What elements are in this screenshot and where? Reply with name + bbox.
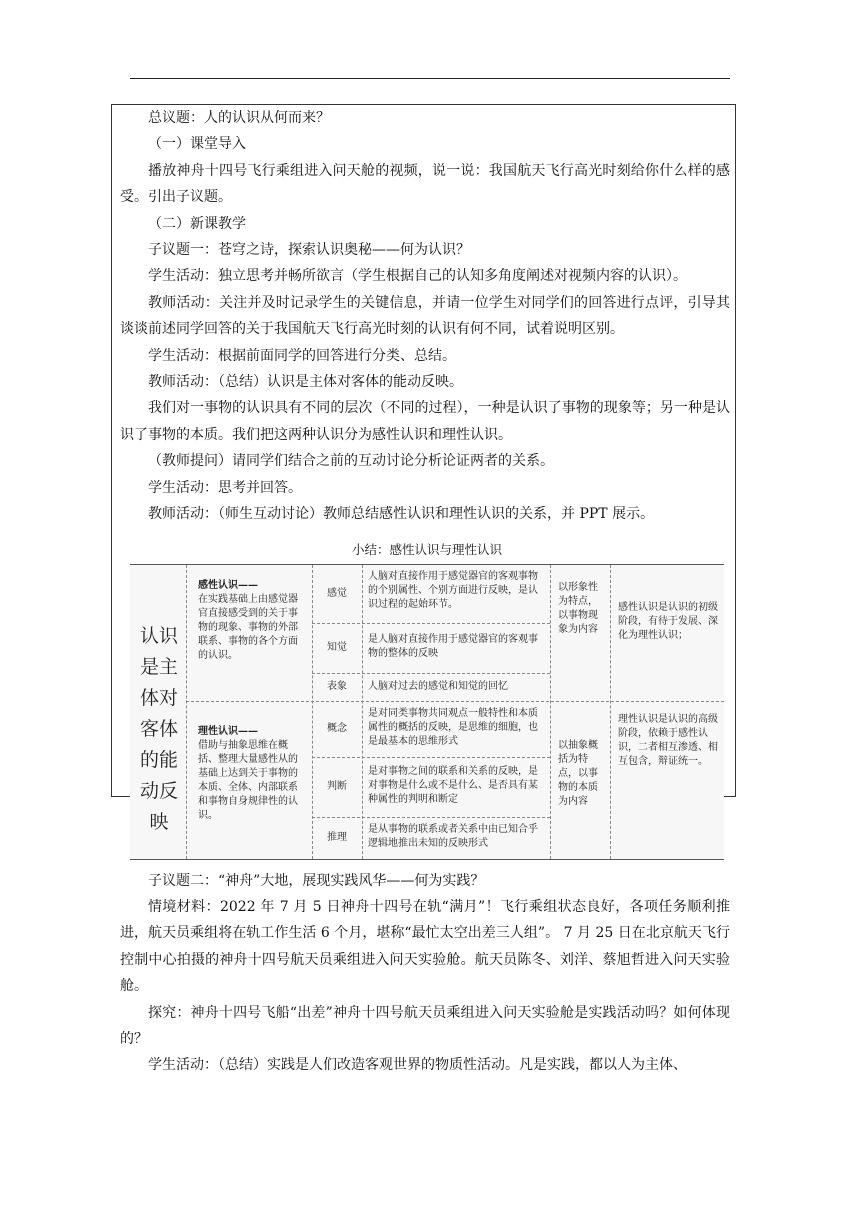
def-sensation: 人脑对直接作用于感觉器官的客观事物的个别属性、个别方面进行反映，是认识过程的起始环节。 <box>368 570 538 610</box>
summary-grid <box>130 564 724 860</box>
perceptual-feature: 以形象性为特点，以事物现象为内容 <box>558 581 598 635</box>
divider <box>550 565 551 859</box>
paragraph: 学生活动：独立思考并畅所欲言（学生根据自己的认知多角度阐述对视频内容的认识）。 <box>148 268 687 285</box>
paragraph: 教师活动：关注并及时记录学生的关键信息，并请一位学生对同学们的回答进行点评，引导其谈谈前述同学回答的关于我国航天飞行高光时刻的认识有何不同，试着说明区别。 <box>120 294 730 338</box>
paragraph: 情境材料：2022 年 7 月 5 日神舟十四号在轨“满月”！飞行乘组状态良好，各项任务顺利推进，航天员乘组将在轨工作生活 6 个月，堪称“最忙太空出差三人组”。 7 月 25 日在北京航天飞行控制中心拍摄的神舟十四号航天员乘组进入问天实验舱。航天员陈冬、刘洋、蔡旭哲进入问天实验舱。 <box>120 898 730 995</box>
def-inference: 是从事物的联系或者关系中由已知合乎逻辑地推出未知的反映形式 <box>368 823 538 849</box>
figure-left-label: 认识是主体对客体的能动反映 <box>139 624 178 833</box>
header-rule <box>130 78 730 79</box>
paragraph: 学生活动：根据前面同学的回答进行分类、总结。 <box>148 347 456 364</box>
rational-desc: 借助与抽象思维在概括、整理大量感性从的基础上达到关于事物的本质、全体、内部联系和事物自身规律性的认识。 <box>198 739 298 821</box>
term-judgment: 判断 <box>327 780 347 792</box>
paragraph: 播放神舟十四号飞行乘组进入问天舱的视频，说一说：我国航天飞行高光时刻给你什么样的感受。引出子议题。 <box>120 162 730 206</box>
lesson-content <box>120 105 730 1079</box>
section-heading-intro: （一）课堂导入 <box>148 136 246 153</box>
term-representation: 表象 <box>327 680 347 692</box>
term-inference: 推理 <box>327 831 347 843</box>
rational-block <box>198 725 306 823</box>
def-perception: 是人脑对直接作用于感觉器官的客观事物的整体的反映 <box>368 633 538 659</box>
rational-heading: 理性认识—— <box>198 725 258 737</box>
rational-note: 理性认识是认识的高级阶段，依赖于感性认识，二者相互渗透、相互包含，辩证统一。 <box>618 713 718 767</box>
rational-feature: 以抽象概括为特点，以事物的本质为内容 <box>558 739 598 807</box>
perceptual-heading: 感性认识—— <box>198 579 258 591</box>
summary-figure <box>130 540 724 860</box>
divider <box>610 565 611 859</box>
paragraph: 探究：神舟十四号飞船“出差”神舟十四号航天员乘组进入问天实验舱是实践活动吗？如何体现的？ <box>120 1004 730 1047</box>
paragraph: 学生活动：思考并回答。 <box>148 479 302 496</box>
overall-topic: 总议题：人的认识从何而来？ <box>148 110 330 126</box>
paragraph: 我们对一事物的认识具有不同的层次（不同的过程），一种是认识了事物的现象等；另一种是认识了事物的本质。我们把这两种认识分为感性认识和理性认识。 <box>120 400 730 443</box>
section-heading-new-lesson: （二）新课教学 <box>148 215 246 232</box>
divider <box>362 565 363 859</box>
divider <box>186 565 187 859</box>
divider <box>186 701 724 702</box>
perceptual-note: 感性认识是认识的初级阶段，有待于发展、深化为理性认识； <box>618 601 718 641</box>
sub-topic-2: 子议题二：“神舟”大地，展现实践风华——何为实践？ <box>148 872 485 889</box>
def-representation: 人脑对过去的感觉和知觉的回忆 <box>368 680 508 692</box>
perceptual-desc: 在实践基础上由感觉器官直接感受到的关于事物的现象、事物的外部联系、事物的各个方面的认识。 <box>198 593 298 661</box>
paragraph: 教师活动：（总结）认识是主体对客体的能动反映。 <box>148 374 463 391</box>
sub-topic-1: 子议题一：苍穹之诗，探索认识奥秘——何为认识？ <box>148 242 470 259</box>
paragraph: 教师活动：（师生互动讨论）教师总结感性认识和理性认识的关系，并 PPT 展示。 <box>148 506 655 523</box>
paragraph: （教师提问）请同学们结合之前的互动讨论分析论证两者的关系。 <box>148 453 554 470</box>
perceptual-block <box>198 579 306 663</box>
def-judgment: 是对事物之间的联系和关系的反映，是对事物是什么或不是什么、是否具有某种属性的判明和断定 <box>368 765 538 805</box>
figure-title: 小结：感性认识与理性认识 <box>351 541 502 557</box>
paragraph: 学生活动：（总结）实践是人们改造客观世界的物质性活动。凡是实践，都以人为主体、 <box>148 1057 687 1074</box>
term-perception: 知觉 <box>327 641 347 653</box>
term-concept: 概念 <box>327 722 347 734</box>
def-concept: 是对同类事物共同观点一般特性和本质属性的概括的反映，是思维的细胞，也是最基本的思维形式 <box>368 707 538 747</box>
term-sensation: 感觉 <box>327 587 347 599</box>
